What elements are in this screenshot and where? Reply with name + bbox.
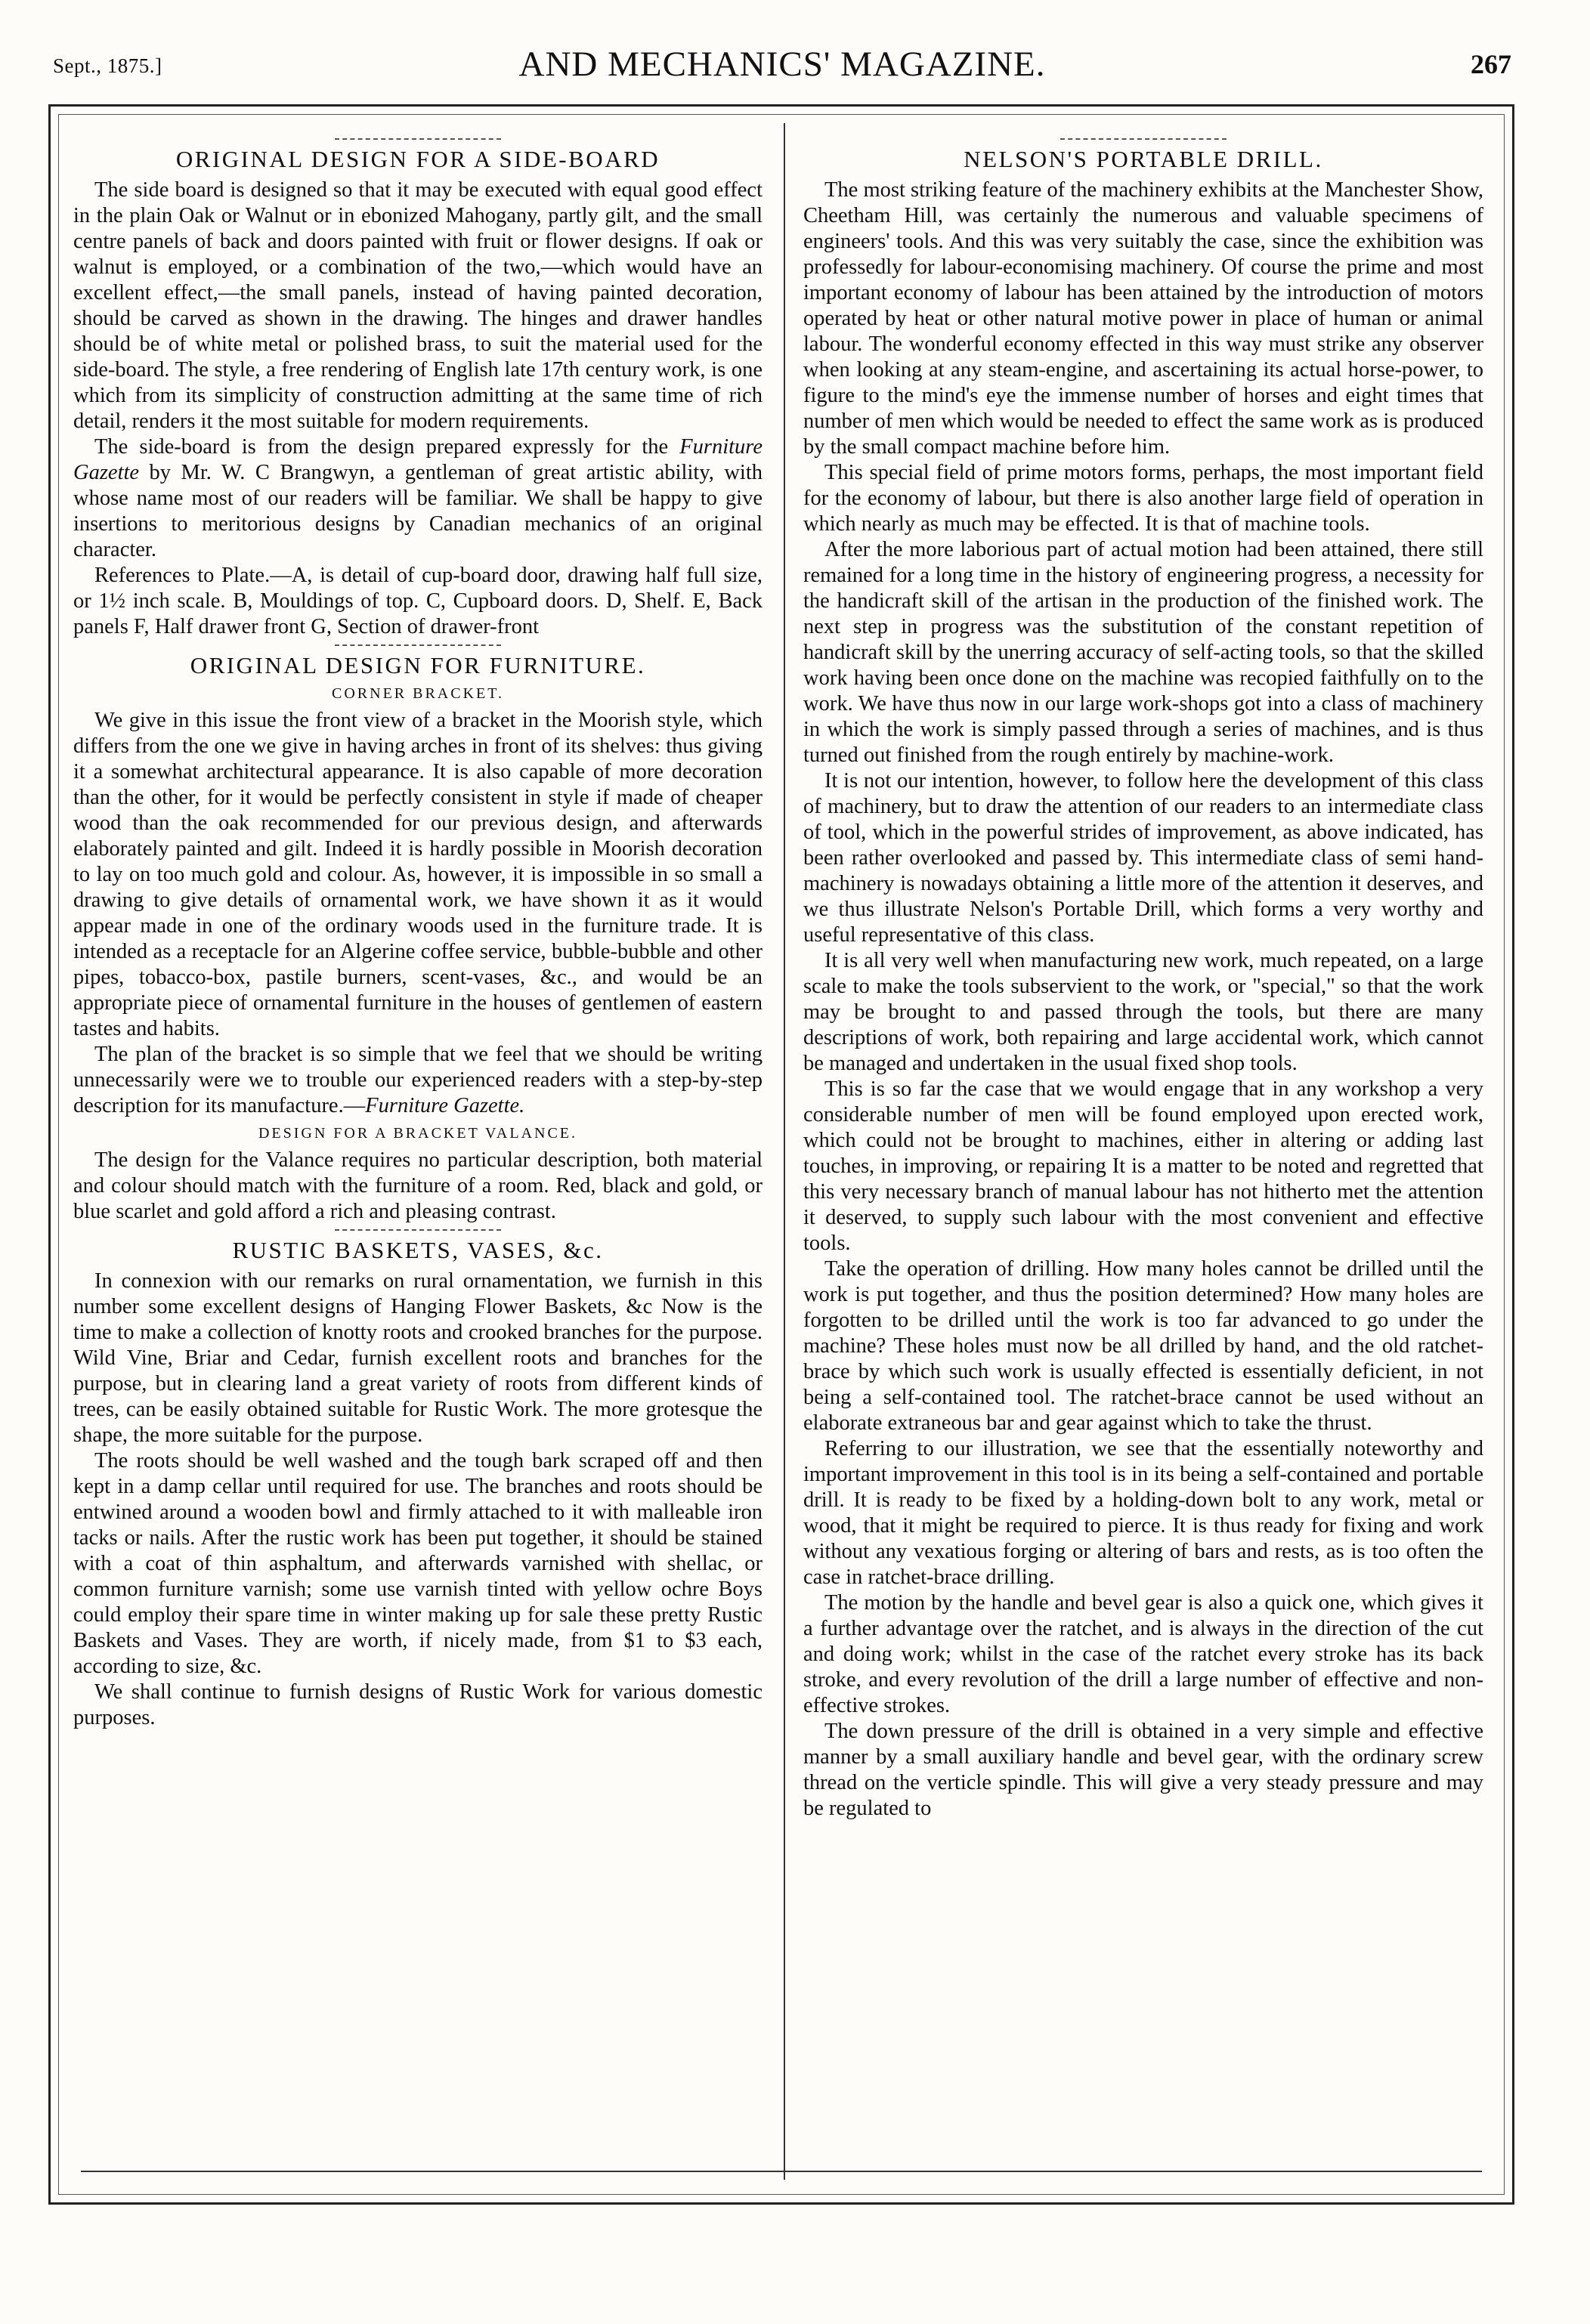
corner-bracket-subtitle: CORNER BRACKET. bbox=[332, 685, 504, 702]
drill-paragraph-3: After the more laborious part of actual motion had been attained, there still remained for a long time in the history of engineering progress, a necessity for the handicraft skill of the artisan in the production of the finished work. The next step in progress was the substitution of the constant repetition of handicraft skill by the unerring accuracy of self-acting tools, so that the skilled work having been once done on the machine was recopied faithfully on to the work. We have thus now in our large work-shops got into a class of machinery in which the work is simply passed through a series of machines, and is thus turned out finished from the rough entirely by machine-work. bbox=[803, 538, 1483, 767]
bottom-rule bbox=[81, 2171, 1482, 2172]
rustic-title: RUSTIC BASKETS, VASES, &c. bbox=[232, 1237, 604, 1263]
section-rule bbox=[335, 644, 501, 646]
sideboard-references: References to Plate.—A, is detail of cup-board door, drawing half full size, or 1½ inch scale. B, Mouldings of top. C, Cupboard doors. D, Shelf. E, Back panels F, Half drawer front G, Section of drawer-front bbox=[73, 564, 763, 638]
sideboard-title: ORIGINAL DESIGN FOR A SIDE-BOARD bbox=[175, 146, 660, 172]
furniture-paragraph-1: We give in this issue the front view of a bracket in the Moorish style, which differs from the one we give in having arches in front of its shelves: thus giving it a somewhat architectural appearance. It is also capable of more decoration than the other, for it would be perfectly consistent in style if made of cheaper wood than the oak recommended for our previous design, and afterwards elaborately painted and gilt. Indeed it is hardly possible in Moorish decoration to lay on too much gold and colour. As, however, it is impossible in so small a drawing to give details of ornamental work, we have shown it as it would appear made in one of the ordinary woods used in the furniture trade. It is intended as a receptacle for an Algerine coffee service, bubble-bubble and other pipes, tobacco-box, pastile burners, scent-vases, &c., and would be an appropriate piece of ornamental furniture in the houses of gentlemen of eastern tastes and habits. bbox=[73, 709, 763, 1040]
top-ornament-rule-right bbox=[1060, 138, 1227, 140]
issue-date: Sept., 1875.] bbox=[53, 54, 162, 77]
rustic-paragraph-2: The roots should be well washed and the tough bark scraped off and then kept in a damp cellar until required for use. The branches and roots should be entwined around a wooden bowl and firmly attached to it with malleable iron tacks or nails. After the rustic work has been put together, it should be stained with a coat of thin asphaltum, and afterwards varnished with shellac, or common furniture varnish; some use varnish tinted with yellow ochre Boys could employ their spare time in winter making up for sale these pretty Rustic Baskets and Vases. They are worth, if nicely made, from $1 to $3 each, according to size, &c. bbox=[73, 1449, 763, 1678]
drill-paragraph-1: The most striking feature of the machinery exhibits at the Manchester Show, Cheetham Hill, was certainly the numerous and valuable specimens of engineers' tools. And this was very suitably the case, since the exhibition was professedly for labour-economising machinery. Of course the prime and most important economy of labour has been attained by the introduction of motors operated by heat or other natural motive power in place of human or animal labour. The wonderful economy effected in this way must strike any observer when looking at any steam-engine, and ascertaining its actual horse-power, to figure to the mind's eye the immense number of horses and eight times that number of men which would be needed to effect the same work as is produced by the small compact machine before him. bbox=[803, 178, 1483, 459]
right-column bbox=[803, 134, 1483, 1822]
drill-paragraph-9: The motion by the handle and bevel gear is also a quick one, which gives it a further advantage over the ratchet, and is always in the direction of the cut and doing work; whilst in the case of the ratchet every stroke has its back stroke, and every revolution of the drill a large number of effective and non-effective strokes. bbox=[803, 1591, 1483, 1717]
furniture-paragraph-2 bbox=[73, 1042, 763, 1119]
furniture-gazette-citation: Furniture Gazette. bbox=[365, 1094, 525, 1117]
furniture-title: ORIGINAL DESIGN FOR FURNITURE. bbox=[190, 652, 646, 678]
top-ornament-rule bbox=[335, 138, 501, 140]
furniture-gazette-italic: Furniture Gazette bbox=[73, 435, 763, 484]
drill-title: NELSON'S PORTABLE DRILL. bbox=[964, 146, 1323, 172]
drill-paragraph-10: The down pressure of the drill is obtained in a very simple and effective manner by a small auxiliary handle and bevel gear, with the ordinary screw thread on the verticle spindle. This will give a very steady pressure and may be regulated to bbox=[803, 1720, 1483, 1820]
drill-paragraph-5: It is all very well when manufacturing new work, much repeated, on a large scale to make the tools subservient to the work, or "special," so that the work may be brought to and passed through the tools, but there are many descriptions of work, both repairing and large accidental work, which cannot be managed and undertaken in the usual fixed shop tools. bbox=[803, 949, 1483, 1075]
column-divider bbox=[784, 123, 785, 2180]
sideboard-paragraph-2 bbox=[73, 434, 763, 563]
sideboard-p2-text-end: by Mr. W. C Brangwyn, a gentleman of great artistic ability, with whose name most of our readers will be familiar. We shall be happy to give insertions to meritorious designs by Canadian mechanics of an original character. bbox=[73, 461, 763, 561]
running-head bbox=[53, 44, 1511, 82]
page-frame bbox=[48, 104, 1514, 2205]
drill-paragraph-4: It is not our intention, however, to follow here the development of this class of machinery, but to draw the attention of our readers to an intermediate class of tool, which in the powerful strides of improvement, as above indicated, has been rather overlooked and passed by. This intermediate class of semi hand-machinery is nowadays obtaining a little more of the attention it deserves, and we thus illustrate Nelson's Portable Drill, which forms a very worthy and useful representative of this class. bbox=[803, 769, 1483, 947]
sideboard-paragraph-1: The side board is designed so that it may be executed with equal good effect in the plain Oak or Walnut or in ebonized Mahogany, partly gilt, and the small centre panels of back and doors painted with fruit or flower designs. If oak or walnut is employed, or a combination of the two,—which would have an excellent effect,—the small panels, instead of having painted decoration, should be carved as shown in the drawing. The hinges and drawer handles should be of white metal or polished brass, to suit the material used for the side-board. The style, a free rendering of English late 17th century work, is one which from its simplicity of construction admitting at the same time of rich detail, renders it the most suitable for modern requirements. bbox=[73, 178, 763, 433]
valance-subtitle: DESIGN FOR A BRACKET VALANCE. bbox=[258, 1125, 578, 1142]
magazine-title: AND MECHANICS' MAGAZINE. bbox=[518, 45, 1046, 84]
rustic-paragraph-1: In connexion with our remarks on rural ornamentation, we furnish in this number some excellent designs of Hanging Flower Baskets, &c Now is the time to make a collection of knotty roots and crooked branches for the purpose. Wild Vine, Briar and Cedar, furnish excellent roots and branches for the purpose, but in clearing land a great variety of roots from different kinds of trees, can be easily obtained suitable for Rustic Work. The more grotesque the shape, the more suitable for the purpose. bbox=[73, 1269, 763, 1447]
furniture-p2-text: The plan of the bracket is so simple that we feel that we should be writing unnecessarily were we to trouble our experienced readers with a step-by-step description for its manufacture.— bbox=[73, 1043, 763, 1117]
left-column bbox=[73, 134, 763, 1731]
drill-paragraph-6: This is so far the case that we would engage that in any workshop a very considerable number of men will be found employed upon erected work, which could not be brought to machines, either in altering or adding last touches, in improving, or repairing It is a matter to be noted and regretted that this very necessary branch of manual labour has not hitherto met the attention it deserved, to supply such labour with the most convenient and effective tools. bbox=[803, 1077, 1483, 1255]
rustic-paragraph-3: We shall continue to furnish designs of Rustic Work for various domestic purposes. bbox=[73, 1680, 763, 1729]
section-rule-2 bbox=[335, 1229, 501, 1231]
valance-paragraph: The design for the Valance requires no particular description, both material and colour should match with the furniture of a room. Red, black and gold, or blue scarlet and gold afford a rich and pleasing contrast. bbox=[73, 1148, 763, 1223]
sideboard-p2-text: The side-board is from the design prepared expressly for the bbox=[94, 435, 680, 459]
drill-paragraph-7: Take the operation of drilling. How many holes cannot be drilled until the work is put together, and thus the position determined? How many holes are forgotten to be drilled until the work is too far advanced to go under the machine? These holes must now be all drilled by hand, and the old ratchet-brace by which such work is usually effected is essentially deficient, in not being a self-contained tool. The ratchet-brace cannot be used without an elaborate extraneous bar and gear against which to take the thrust. bbox=[803, 1257, 1483, 1435]
page-number: 267 bbox=[1471, 49, 1511, 79]
drill-paragraph-8: Referring to our illustration, we see that the essentially noteworthy and important improvement in this tool is in its being a self-contained and portable drill. It is ready to be fixed by a holding-down bolt to any work, metal or wood, that it might be required to pierce. It is thus ready for fixing and work without any vexatious forging or altering of bars and rests, as is too often the case in ratchet-brace drilling. bbox=[803, 1437, 1483, 1589]
drill-paragraph-2: This special field of prime motors forms, perhaps, the most important field for the economy of labour, but there is also another large field of operation in which nearly as much may be effected. It is that of machine tools. bbox=[803, 461, 1483, 536]
